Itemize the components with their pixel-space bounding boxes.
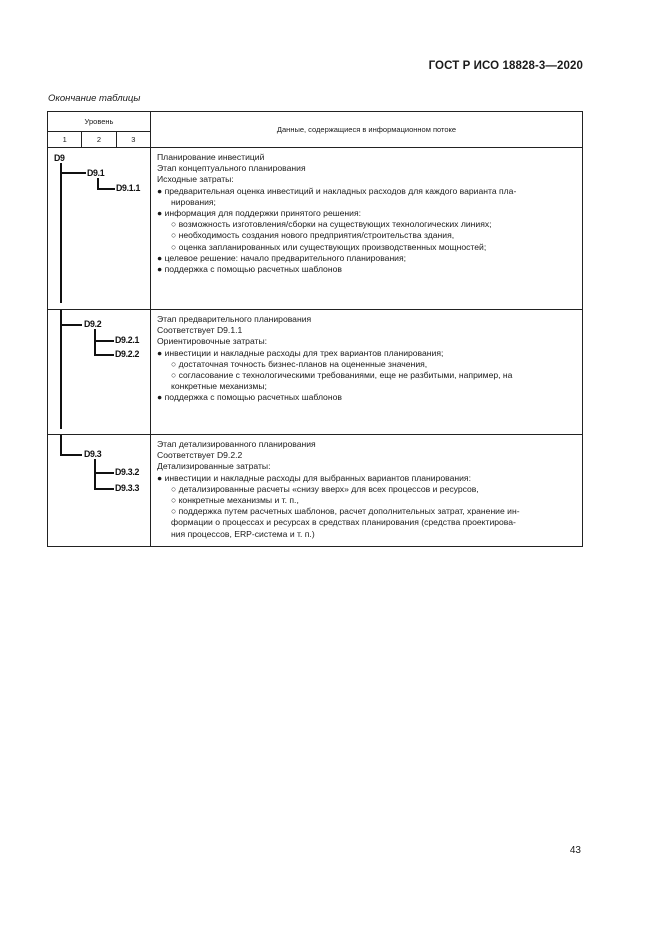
content-line: ○ возможность изготовления/сборки на существующих технологических линиях; [171, 219, 492, 230]
content-line: Соответствует D9.1.1 [157, 325, 243, 336]
content-line: Соответствует D9.2.2 [157, 450, 243, 461]
tree-line [60, 324, 82, 326]
content-line: конкретные механизмы; [171, 381, 267, 392]
content-line: ○ детализированные расчеты «снизу вверх» для всех процессов и ресурсов, [171, 483, 479, 494]
code-level3: D9.3.2 [115, 467, 140, 477]
level-header-title: Уровень [48, 112, 150, 132]
document-standard-header: ГОСТ Р ИСО 18828-3—2020 [428, 60, 583, 72]
content-line: ○ поддержка путем расчетных шаблонов, расчет дополнительных затрат, хранение ин- [171, 506, 520, 517]
tree-line [60, 435, 62, 455]
table-row-d9-3 [48, 435, 582, 546]
tree-line [94, 340, 114, 342]
level-tree-d9-3 [48, 435, 151, 546]
row-content-d9-3 [151, 435, 582, 544]
content-line: нирования; [171, 196, 216, 207]
content-line: Детализированные затраты: [157, 461, 271, 472]
table-row-d9-2 [48, 310, 582, 435]
code-level2: D9.3 [84, 449, 102, 459]
content-line: ● целевое решение: начало предварительного планирования; [157, 252, 407, 263]
level-number-1: 1 [48, 132, 82, 147]
content-line: Исходные затраты: [157, 174, 234, 185]
table-row-d9 [48, 148, 582, 310]
content-line: Ориентировочные затраты: [157, 336, 268, 347]
code-level1: D9 [54, 153, 65, 163]
content-line: ● поддержка с помощью расчетных шаблонов [157, 392, 342, 403]
content-line: ● предварительная оценка инвестиций и накладных расходов для каждого варианта пла- [157, 185, 517, 196]
content-line: ния процессов, ERP-система и т. п.) [171, 528, 315, 539]
level-number-3: 3 [131, 135, 136, 144]
row-content-d9-2 [151, 310, 582, 408]
tree-line [60, 172, 86, 174]
content-line: ● поддержка с помощью расчетных шаблонов [157, 264, 342, 275]
code-level3: D9.3.3 [115, 483, 140, 493]
level-tree-d9 [48, 148, 151, 309]
table-header [48, 112, 582, 148]
data-flow-table [47, 111, 583, 547]
content-line: ● информация для поддержки принятого решения: [157, 208, 361, 219]
code-level3: D9.1.1 [116, 183, 141, 193]
tree-line [60, 454, 82, 456]
tree-line [94, 354, 114, 356]
code-level3: D9.2.2 [115, 349, 140, 359]
content-line: ○ оценка запланированных или существующих производственных мощностей; [171, 241, 487, 252]
level-tree-d9-2 [48, 310, 151, 434]
level-number-2: 2 [82, 132, 116, 147]
content-line: Этап концептуального планирования [157, 163, 306, 174]
tree-line [60, 310, 62, 429]
tree-line [94, 329, 96, 355]
level-header-cell [48, 112, 151, 147]
code-level2: D9.1 [87, 168, 105, 178]
content-line: ● инвестиции и накладные расходы для выбранных вариантов планирования: [157, 472, 471, 483]
content-line: ● инвестиции и накладные расходы для трех вариантов планирования; [157, 347, 444, 358]
content-line: ○ согласование с технологическими требованиями, еще не разбитыми, например, на [171, 370, 513, 381]
tree-line [97, 188, 115, 190]
code-level3: D9.2.1 [115, 335, 140, 345]
content-line: ○ достаточная точность бизнес-планов на оцененные значения, [171, 358, 428, 369]
content-line: формации о процессах и ресурсах в средствах планирования (средства проектирова- [171, 517, 516, 528]
page-number: 43 [569, 845, 581, 856]
content-line: Этап детализированного планирования [157, 439, 316, 449]
table-caption: Окончание таблицы [48, 93, 141, 104]
tree-line [94, 488, 114, 490]
data-header-cell: Данные, содержащиеся в информационном потоке [276, 125, 457, 134]
content-line: ○ конкретные механизмы и т. п., [171, 495, 299, 506]
tree-line [94, 472, 114, 474]
content-line: Этап предварительного планирования [157, 314, 312, 324]
content-line: ○ необходимость создания нового предприятия/строительства здания, [171, 230, 455, 241]
code-level2: D9.2 [84, 319, 102, 329]
content-line: Планирование инвестиций [157, 152, 265, 162]
tree-line [60, 163, 62, 303]
tree-line [94, 459, 96, 490]
row-content-d9 [151, 148, 582, 279]
